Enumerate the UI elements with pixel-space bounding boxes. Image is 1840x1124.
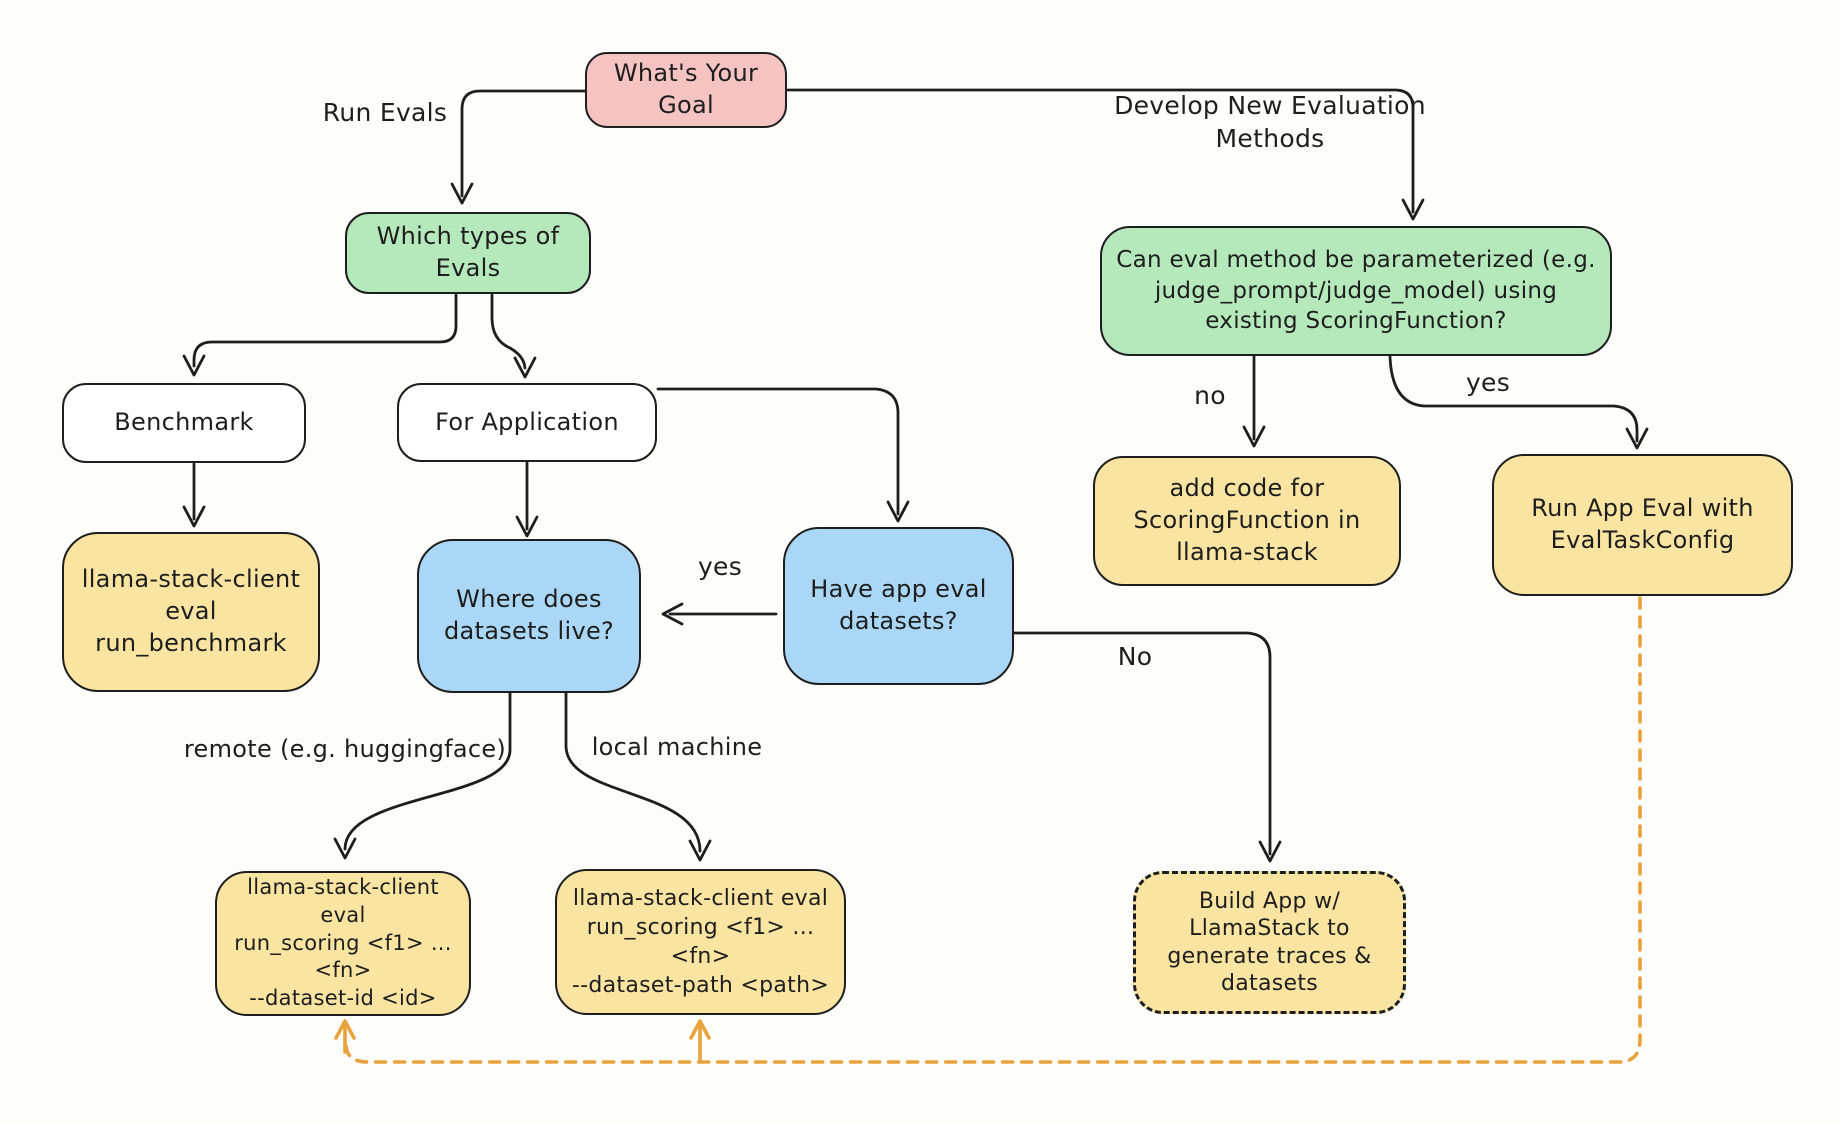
node-for-application (397, 383, 657, 462)
node-label-line: existing ScoringFunction? (1205, 308, 1507, 335)
node-label-line: Which types of (376, 222, 560, 251)
node-label-line: Build App w/ (1198, 888, 1341, 914)
edge-label-line: Develop New Evaluation (1114, 91, 1426, 120)
edge-label-run-evals: Run Evals (322, 98, 448, 127)
edge-label-local-machine: local machine (591, 733, 763, 761)
node-which-types-of-evals (345, 212, 591, 294)
edge-where-to-run-scoring-path (566, 693, 700, 851)
node-label-line: LlamaStack to (1189, 916, 1350, 941)
edge-label-line: Methods (1215, 123, 1325, 153)
edge-label-yes-to-run-app: yes (1465, 368, 1511, 397)
node-label-line: Run App Eval with (1531, 494, 1754, 523)
node-label-line: Evals (435, 254, 501, 282)
node-label-line: run_scoring <f1> ... <fn> (234, 930, 452, 983)
node-label-line: datasets (1220, 971, 1319, 996)
node-label-line: llama-stack-client eval (572, 885, 829, 911)
edge-label-no-to-build-app: No (1117, 642, 1153, 671)
node-label-line: For Application (435, 407, 619, 436)
edge-label-no-to-add-code: no (1194, 381, 1226, 410)
node-have-app-eval-datasets (783, 527, 1014, 685)
node-label-line: llama-stack-client eval (247, 875, 439, 927)
edge-for-application-to-have (658, 389, 898, 514)
node-label-line: ScoringFunction in (1133, 506, 1361, 535)
node-label-line: llama-stack (1176, 537, 1318, 566)
node-label-line: judge_prompt/judge_model) using (1154, 277, 1558, 304)
node-benchmark (62, 383, 306, 463)
node-label-line: Benchmark (114, 408, 254, 437)
edge-which-types-to-benchmark (194, 295, 456, 366)
node-label-line: generate traces & (1167, 943, 1372, 969)
node-label-line: add code for (1169, 474, 1325, 503)
edge-label-develop-new-evaluation-methods (1060, 90, 1480, 155)
node-add-code-scoring-function (1093, 456, 1401, 586)
node-label-line: Have app eval (810, 575, 987, 604)
node-label-line: Where does (456, 585, 602, 614)
edge-label-yes-to-where: yes (697, 552, 743, 581)
node-run-app-eval-evaltaskconfig (1492, 454, 1793, 596)
node-whats-your-goal (585, 52, 787, 128)
node-label-line: What's Your (613, 59, 759, 88)
node-label-line: datasets? (839, 607, 958, 635)
edge-where-to-run-scoring-id (345, 693, 510, 849)
node-label-line: eval run_benchmark (95, 597, 287, 657)
edge-goal-to-which-types (462, 91, 585, 196)
edge-which-types-to-for-application (492, 295, 525, 368)
node-run-benchmark-command (62, 532, 320, 692)
node-label-line: Can eval method be parameterized (e.g. (1116, 247, 1596, 274)
node-where-does-datasets-live (417, 539, 641, 693)
node-can-eval-method-be-parameterized (1100, 226, 1612, 356)
node-label-line: EvalTaskConfig (1550, 526, 1735, 554)
node-label-line: --dataset-id <id> (249, 986, 437, 1011)
node-run-scoring-dataset-id (215, 871, 471, 1016)
node-build-app-llamastack (1133, 871, 1406, 1014)
node-run-scoring-dataset-path (555, 869, 846, 1015)
node-label-line: llama-stack-client (81, 565, 301, 594)
node-label-line: --dataset-path <path> (571, 973, 830, 999)
node-label-line: datasets live? (443, 617, 615, 645)
node-label-line: Goal (658, 91, 714, 119)
node-label-line: run_scoring <f1> ... <fn> (586, 914, 815, 969)
edge-label-remote-huggingface: remote (e.g. huggingface) (183, 735, 507, 763)
